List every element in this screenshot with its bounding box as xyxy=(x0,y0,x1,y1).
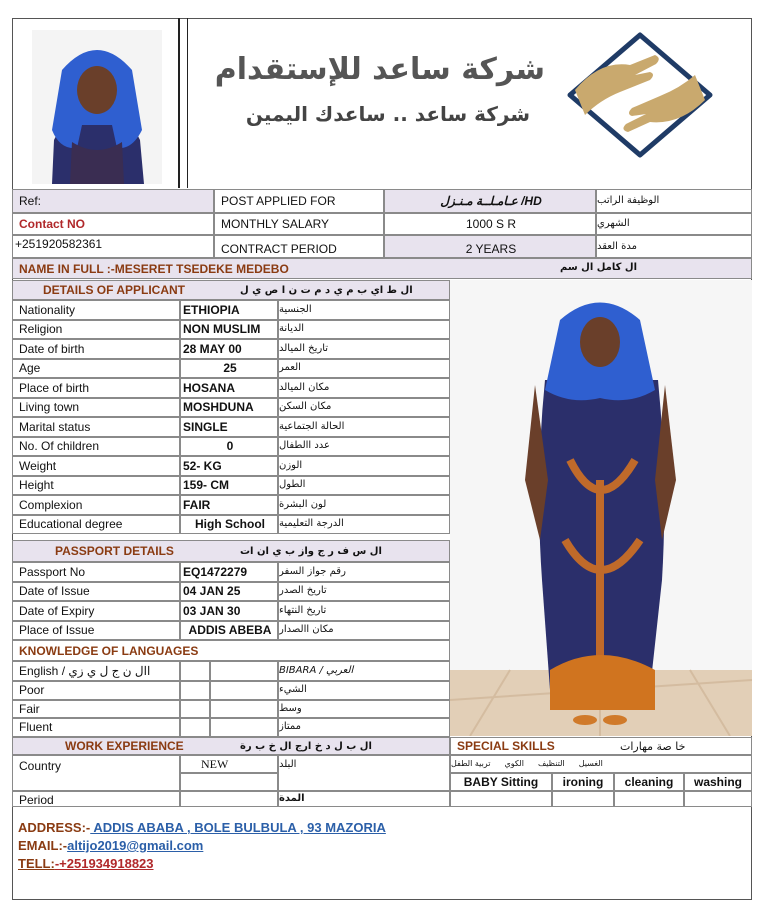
contact-value: +251920582361 xyxy=(12,235,214,258)
country-ar: البلد xyxy=(278,755,450,791)
applicant-field-label: Place of birth xyxy=(12,378,180,398)
language-level-label: Fair xyxy=(12,700,180,719)
salary-value: 1000 S R xyxy=(384,213,596,235)
applicant-field-ar: الحالة الجتماعية xyxy=(278,417,450,437)
lang-cell xyxy=(180,681,210,700)
applicant-field-ar: الوزن xyxy=(278,456,450,476)
address-label: ADDRESS:- xyxy=(18,820,91,835)
period-cell xyxy=(180,791,278,807)
applicant-field-label: Weight xyxy=(12,456,180,476)
passport-field-label: Place of Issue xyxy=(12,621,180,641)
passport-field-label: Date of Issue xyxy=(12,582,180,602)
applicant-field-ar: الطول xyxy=(278,476,450,496)
period-ar: المدة xyxy=(278,791,450,807)
lang-cell xyxy=(180,661,210,681)
skill-ar-washing: الغسيل xyxy=(578,759,603,768)
applicant-field-value: 0 xyxy=(180,437,278,457)
arabic-label: العربي / BIBARA xyxy=(278,661,450,681)
applicant-field-ar: الديانة xyxy=(278,320,450,340)
skills-title: SPECIAL SKILLS xyxy=(457,739,555,753)
applicant-field-value: 25 xyxy=(180,359,278,379)
skill-ironing: ironing xyxy=(552,773,614,791)
applicant-field-ar: تاريخ الميالد xyxy=(278,339,450,359)
applicant-field-label: Educational degree xyxy=(12,515,180,535)
applicant-field-ar: عدد االطفال xyxy=(278,437,450,457)
company-name: شركة ساعد للإستقدام xyxy=(214,52,545,87)
applicant-field-value: FAIR xyxy=(180,495,278,515)
applicant-field-value: SINGLE xyxy=(180,417,278,437)
post-label: POST APPLIED FOR xyxy=(214,189,384,213)
header-divider xyxy=(178,18,180,188)
country-value: NEW xyxy=(180,755,278,773)
header-divider xyxy=(187,18,188,188)
passport-field-value: EQ1472279 xyxy=(180,562,278,582)
contract-ar: مدة العقد xyxy=(596,235,752,258)
country-label: Country xyxy=(12,755,180,791)
period-label: Period xyxy=(12,791,180,807)
email-line xyxy=(18,838,738,856)
lang-cell xyxy=(180,718,210,737)
passport-title: PASSPORT DETAILS xyxy=(55,544,174,558)
applicant-field-value: MOSHDUNA xyxy=(180,398,278,418)
salary-label: MONTHLY SALARY xyxy=(214,213,384,235)
passport-field-value: ADDIS ABEBA xyxy=(180,621,278,641)
skill-babysitting: BABY Sitting xyxy=(450,773,552,791)
applicant-field-ar: مكان الميالد xyxy=(278,378,450,398)
skill-ar-babysitting: تربية الطفل xyxy=(451,759,491,768)
work-title: WORK EXPERIENCE xyxy=(65,739,184,753)
company-tagline: شركة ساعد .. ساعدك اليمين xyxy=(245,102,530,126)
applicant-field-label: Date of birth xyxy=(12,339,180,359)
applicant-field-label: Marital status xyxy=(12,417,180,437)
applicant-field-label: Age xyxy=(12,359,180,379)
skill-cell xyxy=(552,791,614,807)
language-level-ar: الشيء xyxy=(278,681,450,700)
lang-cell xyxy=(210,681,278,700)
address-value: ADDIS ABABA , BOLE BULBULA , 93 MAZORIA xyxy=(90,820,386,835)
applicant-field-value: High School xyxy=(180,515,278,535)
applicant-field-ar: لون البشرة xyxy=(278,495,450,515)
country-cell xyxy=(180,773,278,791)
contract-value: 2 YEARS xyxy=(384,235,596,258)
applicant-field-label: Complexion xyxy=(12,495,180,515)
applicant-field-label: Nationality xyxy=(12,300,180,320)
portrait-photo xyxy=(32,30,162,184)
post-ar: الوظيفة الراتب xyxy=(596,189,752,213)
skill-ar-ironing: الكوي xyxy=(504,759,524,768)
tel-line xyxy=(18,856,738,874)
passport-field-value: 03 JAN 30 xyxy=(180,601,278,621)
language-level-label: Poor xyxy=(12,681,180,700)
skill-washing: washing xyxy=(684,773,752,791)
applicant-field-ar: الجنسية xyxy=(278,300,450,320)
lang-cell xyxy=(180,700,210,719)
applicant-title: DETAILS OF APPLICANT xyxy=(43,283,185,297)
language-level-label: Fluent xyxy=(12,718,180,737)
full-body-photo xyxy=(450,280,752,736)
applicant-field-ar: الدرجة التعليمية xyxy=(278,515,450,535)
company-logo xyxy=(560,30,720,160)
language-level-ar: ممتاز xyxy=(278,718,450,737)
applicant-field-ar: العمر xyxy=(278,359,450,379)
applicant-field-value: 159- CM xyxy=(180,476,278,496)
passport-title-ar: ال س ف ر ج واز ب ي ان ات xyxy=(240,545,382,557)
passport-field-ar: تاريخ الصدر xyxy=(278,582,450,602)
applicant-field-label: Living town xyxy=(12,398,180,418)
skill-ar-cleaning: التنظيف xyxy=(537,759,565,768)
applicant-field-label: No. Of children xyxy=(12,437,180,457)
applicant-field-value: ETHIOPIA xyxy=(180,300,278,320)
applicant-field-value: 28 MAY 00 xyxy=(180,339,278,359)
full-name-ar: ال كامل ال سم xyxy=(560,261,638,273)
skills-title-ar: خا صة مهارات xyxy=(620,739,686,753)
passport-field-value: 04 JAN 25 xyxy=(180,582,278,602)
language-level-ar: وسط xyxy=(278,700,450,719)
passport-field-ar: رقم جواز السفر xyxy=(278,562,450,582)
contract-label: CONTRACT PERIOD xyxy=(214,235,384,258)
applicant-field-label: Religion xyxy=(12,320,180,340)
applicant-field-ar: مكان السكن xyxy=(278,398,450,418)
skill-cell xyxy=(614,791,684,807)
passport-field-ar: تاريخ النتهاء xyxy=(278,601,450,621)
salary-ar: الشهري xyxy=(596,213,752,235)
contact-label: Contact NO xyxy=(12,213,214,235)
tel-value: -+251934918823 xyxy=(54,856,154,871)
address-line xyxy=(18,820,738,838)
applicant-field-value: NON MUSLIM xyxy=(180,320,278,340)
applicant-field-value: HOSANA xyxy=(180,378,278,398)
passport-field-ar: مكان االصدار xyxy=(278,621,450,641)
email-link[interactable]: altijo2019@gmail.com xyxy=(67,838,204,853)
applicant-field-label: Height xyxy=(12,476,180,496)
skill-cell xyxy=(684,791,752,807)
post-value: HD/ عـامـلــة مـنـزل xyxy=(384,189,596,213)
skill-cell xyxy=(450,791,552,807)
full-name: NAME IN FULL :-MESERET TSEDEKE MEDEBO xyxy=(12,258,752,279)
passport-field-label: Passport No xyxy=(12,562,180,582)
lang-cell xyxy=(210,661,278,681)
applicant-field-value: 52- KG xyxy=(180,456,278,476)
applicant-title-ar: ال ط اي ب م ي د م ت ن ا ص ي ل xyxy=(240,284,413,296)
lang-cell xyxy=(210,718,278,737)
lang-cell xyxy=(210,700,278,719)
skills-ar-row xyxy=(450,755,752,773)
languages-title: KNOWLEDGE OF LANGUAGES xyxy=(12,640,450,661)
work-title-ar: ال ب ل د خ ارج ال خ ب رة xyxy=(240,740,372,752)
ref-label: Ref: xyxy=(12,189,214,213)
passport-field-label: Date of Expiry xyxy=(12,601,180,621)
english-label: English / اال ن ج ل ي زي xyxy=(12,661,180,681)
tel-label: TELL: xyxy=(18,856,55,871)
skill-cleaning: cleaning xyxy=(614,773,684,791)
email-label: EMAIL:- xyxy=(18,838,68,853)
